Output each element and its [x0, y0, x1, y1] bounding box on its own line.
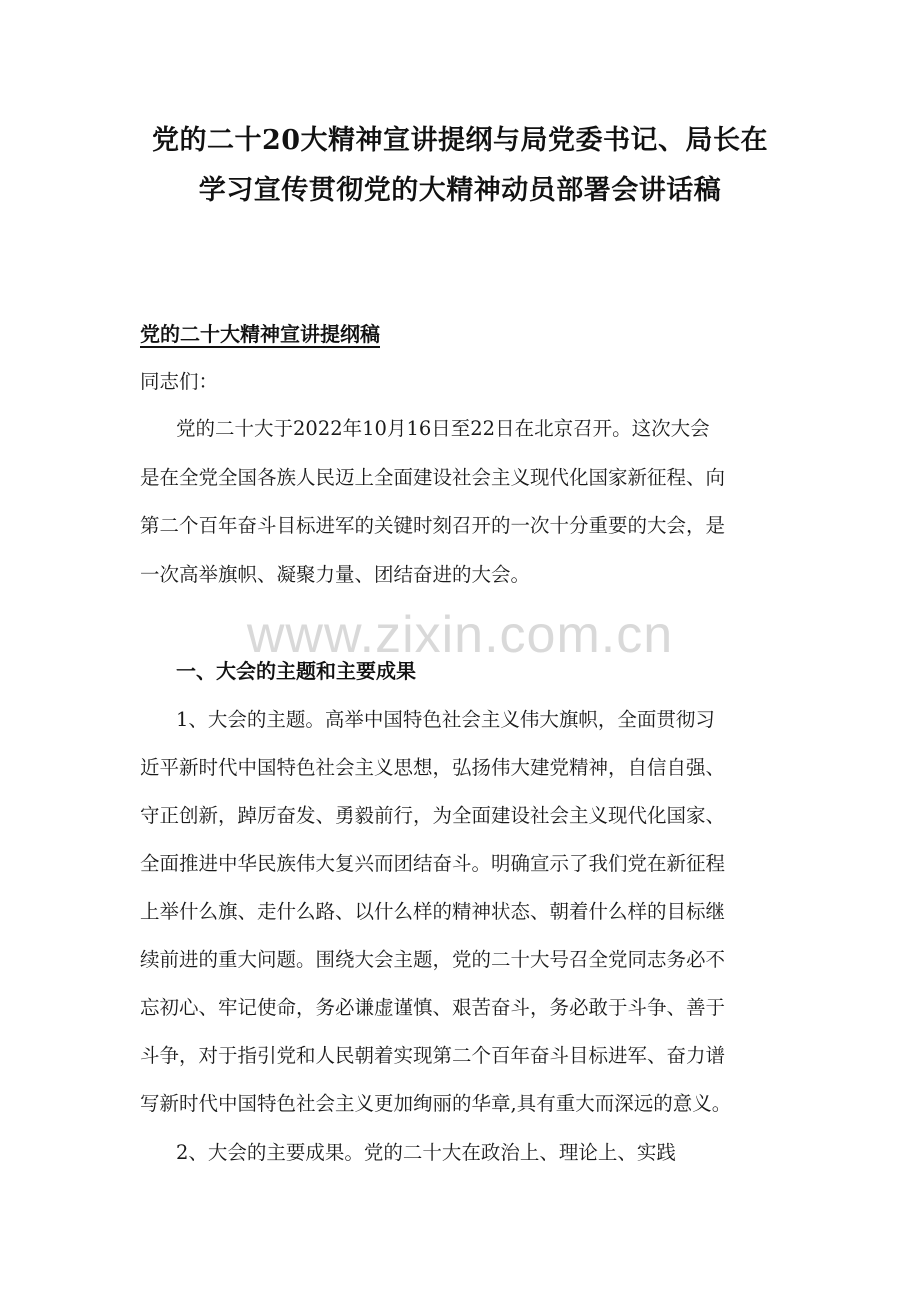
paragraph-2-line: 上举什么旗、走什么路、以什么样的精神状态、朝着什么样的目标继	[140, 900, 726, 923]
salutation: 同志们：	[140, 370, 219, 393]
sub-heading: 党的二十大精神宣讲提纲稿	[140, 322, 380, 346]
section-heading-1: 一、大会的主题和主要成果	[176, 659, 416, 683]
paragraph-2-line: 续前进的重大问题。围绕大会主题，党的二十大号召全党同志务必不	[140, 948, 726, 971]
paragraph-2-line: 斗争，对于指引党和人民朝着实现第二个百年奋斗目标进军、奋力谱	[140, 1044, 726, 1067]
paragraph-2-line: 近平新时代中国特色社会主义思想，弘扬伟大建党精神，自信自强、	[140, 756, 726, 779]
paragraph-2-line: 1、大会的主题。高举中国特色社会主义伟大旗帜，全面贯彻习	[176, 708, 715, 731]
paragraph-2-line: 写新时代中国特色社会主义更加绚丽的华章,具有重大而深远的意义。	[140, 1092, 732, 1115]
paragraph-3-line: 2、大会的主要成果。党的二十大在政治上、理论上、实践	[176, 1141, 676, 1164]
document-title-line-1: 党的二十20大精神宣讲提纲与局党委书记、局长在	[151, 125, 769, 156]
paragraph-1-line: 一次高举旗帜、凝聚力量、团结奋进的大会。	[140, 563, 531, 586]
paragraph-1-line: 是在全党全国各族人民迈上全面建设社会主义现代化国家新征程、向	[140, 466, 726, 489]
watermark: www.zixin.com.cn	[246, 606, 674, 664]
document-title-line-2: 学习宣传贯彻党的大精神动员部署会讲话稿	[198, 175, 722, 206]
paragraph-1-line: 党的二十大于2022年10月16日至22日在北京召开。这次大会	[176, 417, 710, 440]
paragraph-2-line: 全面推进中华民族伟大复兴而团结奋斗。明确宣示了我们党在新征程	[140, 852, 726, 875]
paragraph-2-line: 守正创新，踔厉奋发、勇毅前行，为全面建设社会主义现代化国家、	[140, 804, 726, 827]
paragraph-1-line: 第二个百年奋斗目标进军的关键时刻召开的一次十分重要的大会，是	[140, 514, 726, 537]
paragraph-2-line: 忘初心、牢记使命，务必谦虚谨慎、艰苦奋斗，务必敢于斗争、善于	[140, 996, 726, 1019]
